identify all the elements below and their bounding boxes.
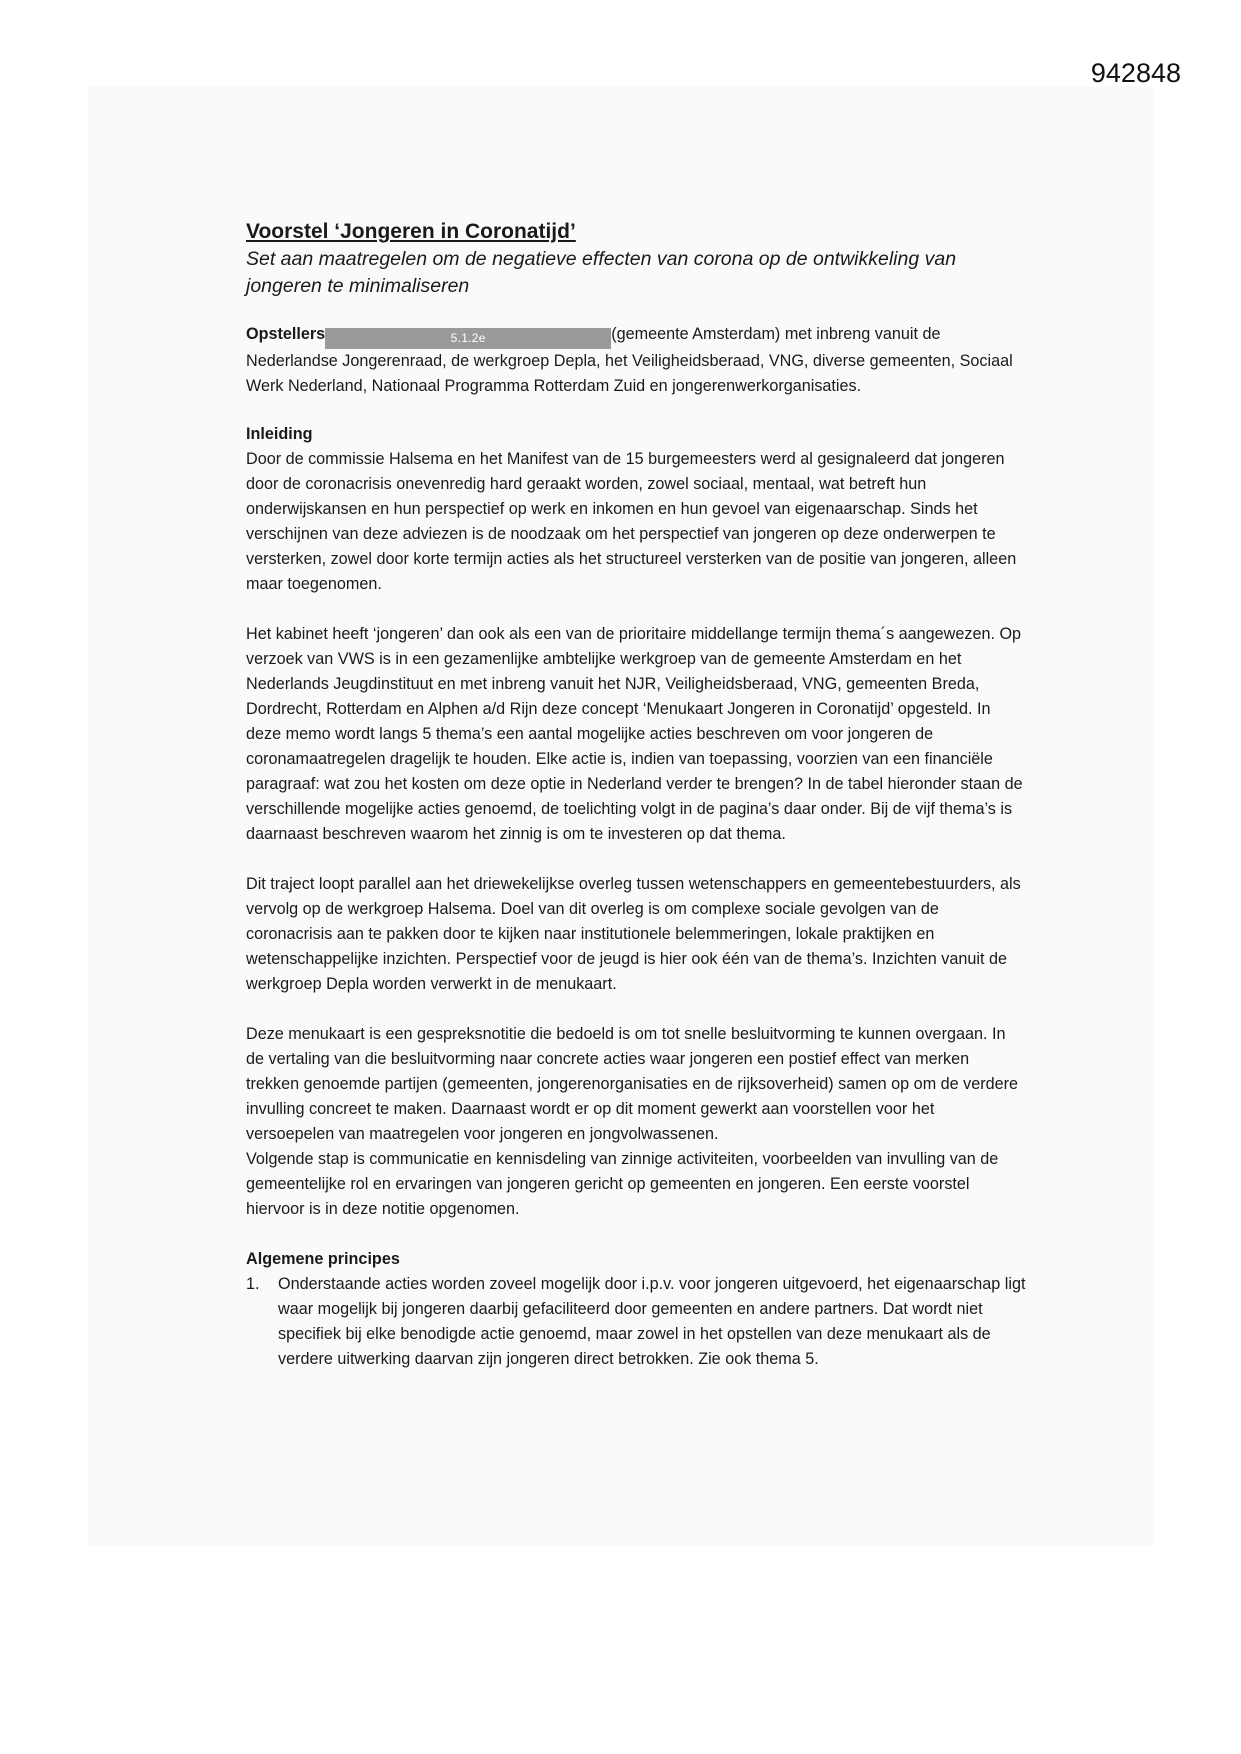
authors-text: (gemeente Amsterdam) met inbreng vanuit de Nederlandse Jongerenraad, de werkgroep Depla, het Veiligheidsberaad, VNG, diverse gemeenten, Sociaal Werk Nederland, Nationaal Programma Rotterdam Zuid en jongerenwerkorganisaties.	[246, 325, 1013, 395]
document-subtitle: Set aan maatregelen om de negatieve effecten van corona op de ontwikkeling van jongeren te minimaliseren	[246, 248, 957, 297]
principles-list	[246, 1272, 1026, 1372]
authors-label: Opstellers	[246, 325, 326, 343]
principles-heading: Algemene principes	[246, 1250, 400, 1268]
introduction-paragraph: Dit traject loopt parallel aan het driewekelijkse overleg tussen wetenschappers en gemeentebestuurders, als vervolg op de werkgroep Halsema. Doel van dit overleg is om complexe sociale gevolgen van de coronacrisis aan te pakken door te kijken naar institutionele belemmeringen, lokale praktijken en wetenschappelijke inzichten. Perspectief voor de jeugd is hier ook één van de thema’s. Inzichten vanuit de werkgroep Depla worden verwerkt in de menukaart.	[246, 875, 1021, 993]
document-body	[246, 218, 1026, 1372]
authors-block	[246, 322, 1026, 399]
redaction-box: 5.1.2e	[325, 328, 611, 349]
introduction-paragraph: Volgende stap is communicatie en kennisdeling van zinnige activiteiten, voorbeelden van invulling van de gemeentelijke rol en ervaringen van jongeren gericht op gemeenten en jongeren. Een eerste voorstel hiervoor is in deze notitie opgenomen.	[246, 1150, 999, 1218]
document-number: 942848	[1090, 58, 1181, 88]
document-title: Voorstel ‘Jongeren in Coronatijd’	[246, 220, 576, 243]
introduction-paragraph: Door de commissie Halsema en het Manifest van de 15 burgemeesters werd al gesignaleerd dat jongeren door de coronacrisis onevenredig hard geraakt worden, zowel sociaal, mentaal, wat betreft hun onderwijskansen en hun perspectief op werk en inkomen en hun gevoel van eigenaarschap. Sinds het verschijnen van deze adviezen is de noodzaak om het perspectief van jongeren op deze onderwerpen te versterken, zowel door korte termijn acties als het structureel versterken van de positie van jongeren, alleen maar toegenomen.	[246, 450, 1017, 593]
list-item-number: 1.	[246, 1275, 260, 1293]
introduction-heading: Inleiding	[246, 425, 313, 443]
introduction-paragraph: Deze menukaart is een gespreksnotitie die bedoeld is om tot snelle besluitvorming te kunnen overgaan. In de vertaling van die besluitvorming naar concrete acties waar jongeren een postief effect van merken trekken genoemde partijen (gemeenten, jongerenorganisaties en de rijksoverheid) samen op om de verdere invulling concreet te maken. Daarnaast wordt er op dit moment gewerkt aan voorstellen voor het versoepelen van maatregelen voor jongeren en jongvolwassenen.	[246, 1025, 1019, 1143]
introduction-paragraph: Het kabinet heeft ‘jongeren’ dan ook als een van de prioritaire middellange termijn thema´s aangewezen. Op verzoek van VWS is in een gezamenlijke ambtelijke werkgroep van de gemeente Amsterdam en het Nederlands Jeugdinstituut en met inbreng vanuit het NJR, Veiligheidsberaad, VNG, gemeenten Breda, Dordrecht, Rotterdam en Alphen a/d Rijn deze concept ‘Menukaart Jongeren in Coronatijd’ opgesteld. In deze memo wordt langs 5 thema’s een aantal mogelijke acties beschreven om voor jongeren de coronamaatregelen dragelijk te houden. Elke actie is, indien van toepassing, voorzien van een financiële paragraaf: wat zou het kosten om deze optie in Nederland verder te brengen? In de tabel hieronder staan de verschillende mogelijke acties genoemd, de toelichting volgt in de pagina’s daar onder. Bij de vijf thema’s is daarnaast beschreven waarom het zinnig is om te investeren op dat thema.	[246, 625, 1023, 843]
list-item-text: Onderstaande acties worden zoveel mogelijk door i.p.v. voor jongeren uitgevoerd, het eigenaarschap ligt waar mogelijk bij jongeren daarbij gefaciliteerd door gemeenten en andere partners. Dat wordt niet specifiek bij elke benodigde actie genoemd, maar zowel in het opstellen van deze menukaart als de verdere uitwerking daarvan zijn jongeren direct betrokken. Zie ook thema 5.	[278, 1275, 1026, 1368]
principles-list-item	[246, 1272, 1026, 1372]
